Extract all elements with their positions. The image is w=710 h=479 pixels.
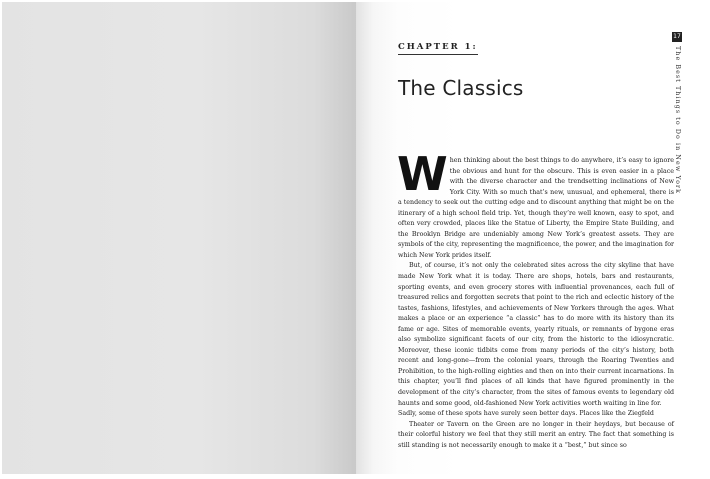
paragraph-2: But, of course, it’s not only the celebrated sites across the city skyline that have made New York what it is today. There are shops, hotels, bars and restaurants, sporting events, and even grocery stores with influential provenances, each full of treasured relics and forgotten secrets that point to the rich and eclectic history of the tastes, fashions, lifestyles, and achievements of New Yorkers through the ages. What makes a place or an experience “a classic” has to do more with its history than its fame or age. Sites of memorable events, yearly rituals, or remnants of bygone eras also symbolize significant facets of our city, from the historic to the idiosyncratic. Moreover, these iconic tidbits come from many periods of the city’s history, both recent and long-gone—from the colonial years, through the Roaring Twenties and Prohibition, to the high-rolling eighties and then on into their current incarnations. In this chapter, you’ll find places of all kinds that have figured prominently in the development of the city’s character, from the sites of famous events to legendary old haunts and some good, old-fashioned New York activities worth waiting in line for. (398, 262, 674, 407)
chapter-title: The Classics (398, 76, 524, 100)
paragraph-4: Theater or Tavern on the Green are no longer in their heydays, but because of their colorful history we feel that they still merit an entry. The fact that something is still standing is not necessarily enough to make it a “best,” but since so (398, 420, 674, 449)
running-head: The Best Things to Do in New York (674, 46, 681, 195)
paragraph-3: Sadly, some of these spots have surely seen better days. Places like the Ziegfeld (398, 410, 654, 418)
left-page (2, 2, 356, 474)
drop-cap: W (397, 147, 448, 201)
paragraph-1 (398, 122, 674, 261)
right-page (356, 2, 706, 474)
chapter-label: CHAPTER 1: (398, 42, 478, 55)
body-text (398, 122, 674, 451)
paragraph-1-text: hen thinking about the best things to do anywhere, it’s easy to ignore the obvious and hunt for the obscure. This is even easier in a place with the diverse character and the trendsetting inclinations of New York City. With so much that’s new, unusual, and ephemeral, there is a tendency to seek out the cutting edge and to discount anything that might be on the itinerary of a high school field trip. Yet, though they’re well known, easy to spot, and often very crowded, places like the Statue of Liberty, the Empire State Building, and the Brooklyn Bridge are undeniably among New York’s greatest assets. They are symbols of the city, representing the magnificence, the power, and the imagination for which New York prides itself. (398, 157, 674, 259)
page-number-tab: 17 (673, 33, 681, 40)
